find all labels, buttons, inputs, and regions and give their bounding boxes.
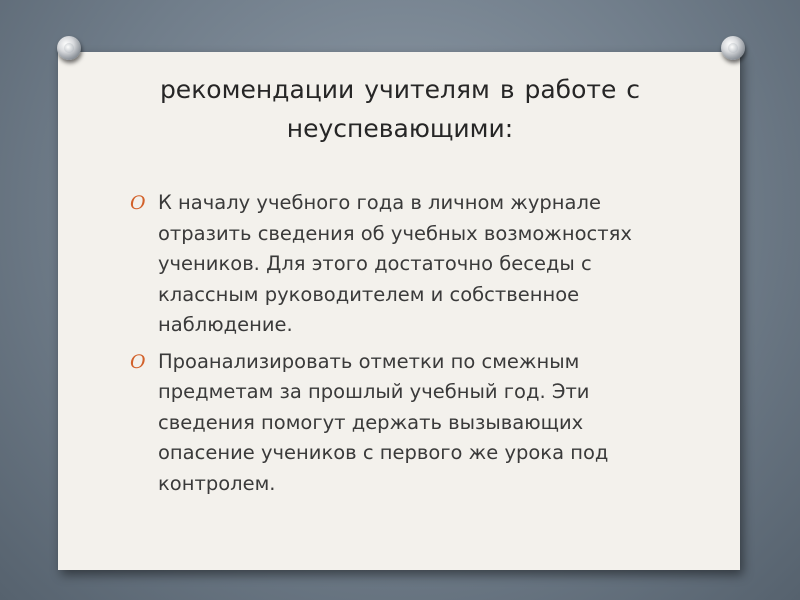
slide-title: рекомендации учителям в работе с неуспевающими:	[159, 75, 641, 143]
pushpin-icon	[721, 36, 745, 60]
bullet-text: К началу учебного года в личном журнале отразить сведения об учебных возможностях учеников. Для этого достаточно беседы с классным руководителем и собственное наблюдение.	[158, 191, 632, 336]
list-item	[128, 347, 668, 500]
bullet-text: Проанализировать отметки по смежным предметам за прошлый учебный год. Эти сведения помогут держать вызывающих опасение учеников с первого же урока под контролем.	[158, 349, 609, 495]
bullet-marker-icon: O	[130, 350, 146, 373]
pushpin-icon	[57, 36, 81, 60]
bullet-marker-icon: O	[130, 192, 146, 214]
bullet-list	[128, 188, 668, 505]
list-item	[128, 188, 668, 341]
